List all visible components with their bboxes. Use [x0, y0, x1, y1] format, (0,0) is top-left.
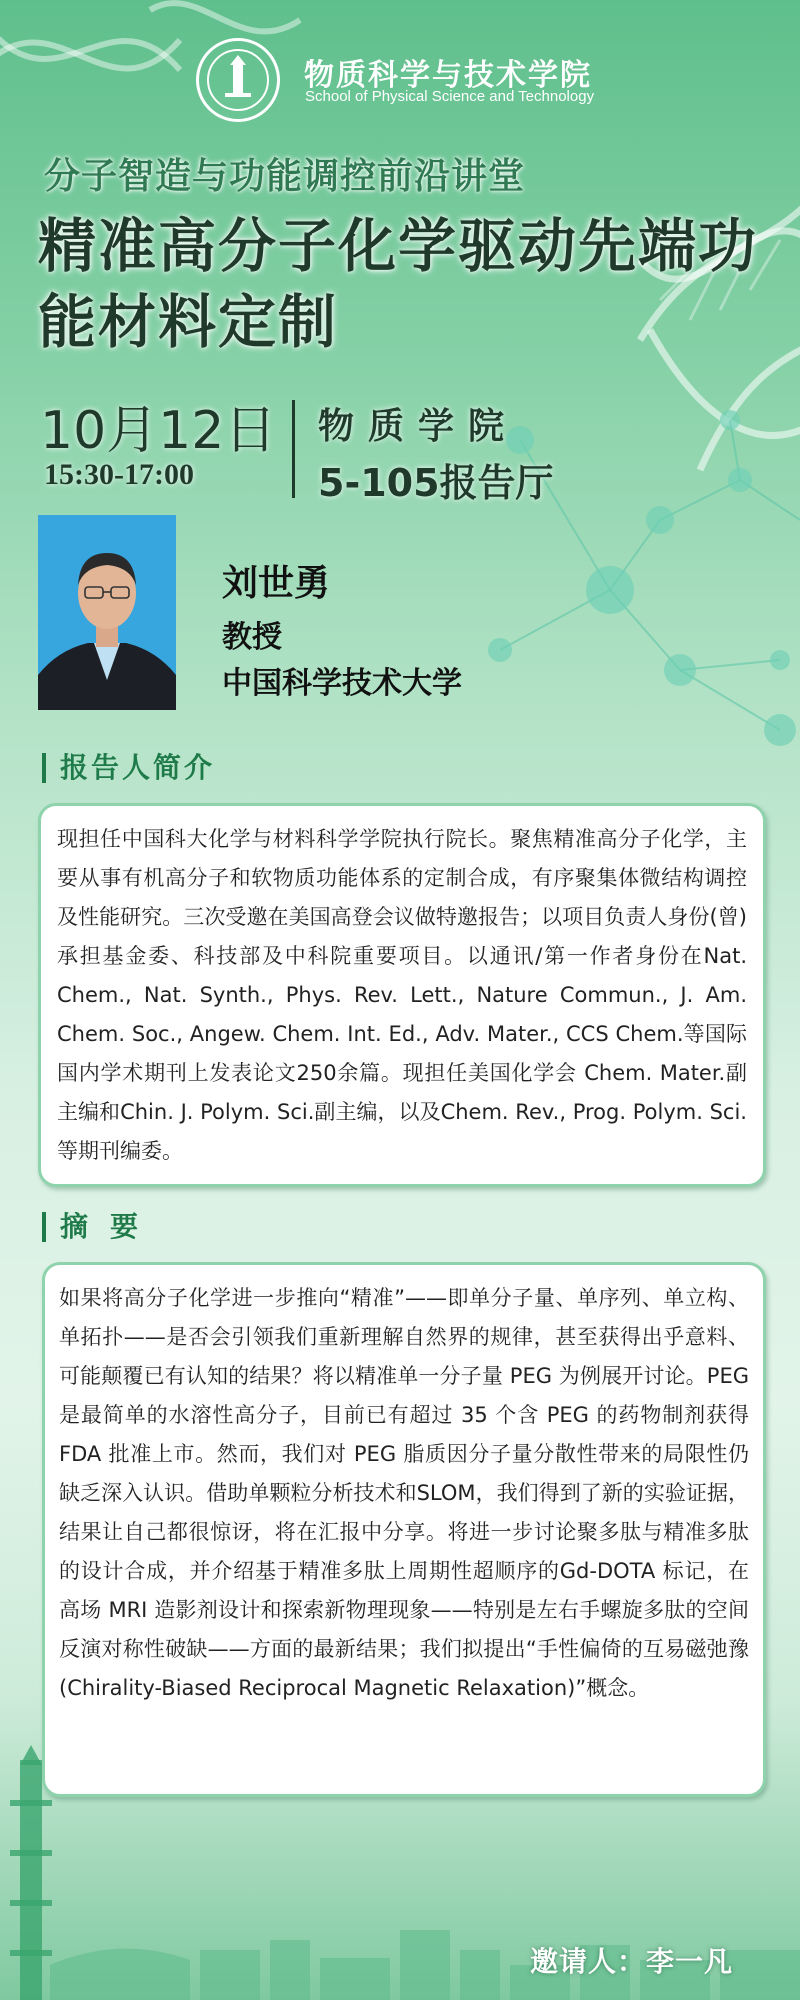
event-date: 10月12日 — [40, 401, 277, 461]
inviter: 邀请人：李一凡 — [530, 1945, 734, 1978]
abstract-heading: 摘要 — [42, 1212, 160, 1242]
bio-text: 现担任中国科大化学与材料科学学院执行院长。聚焦精准高分子化学，主要从事有机高分子和软物质功能体系的定制合成，有序聚集体微结构调控及性能研究。三次受邀在美国高登会议做特邀报告；以项目负责人身份(曾)承担基金委、科技部及中科院重要项目。以通讯/第一作者身份在Nat. Chem., Nat. Synth., Phys. Rev. Lett., Nature Commun., J. Am. Chem. Soc., Angew. Chem. Int. Ed., Adv. Mater., CCS Chem.等国际国内学术期刊上发表论文250余篇。现担任美国化学会 Chem. Mater.副主编和Chin. J. Polym. Sci.副主编，以及Chem. Rev., Prog. Polym. Sci.等期刊编委。 — [57, 827, 747, 1163]
lecture-series-title: 分子智造与功能调控前沿讲堂 — [44, 156, 526, 197]
bio-card — [38, 803, 766, 1187]
university-seal-icon — [196, 38, 280, 122]
event-time: 15:30-17:00 — [44, 458, 194, 491]
speaker-organization: 中国科学技术大学 — [222, 666, 462, 701]
speaker-portrait-icon — [38, 515, 176, 710]
school-name-en: School of Physical Science and Technology — [305, 88, 595, 105]
talk-title: 精准高分子化学驱动先端功能材料定制 — [38, 212, 759, 356]
abstract-text: 如果将高分子化学进一步推向“精准”——即单分子量、单序列、单立构、单拓扑——是否会引领我们重新理解自然界的规律，甚至获得出乎意料、可能颠覆已有认知的结果？将以精准单一分子量 PEG 为例展开讨论。PEG 是最简单的水溶性高分子，目前已有超过 35 个含 PEG 的药物制剂获得 FDA 批准上市。然而，我们对 PEG 脂质因分子量分散性带来的局限性仍缺乏深入认识。借助单颗粒分析技术和SLOM，我们得到了新的实验证据，结果让自己都很惊讶，将在汇报中分享。将进一步讨论聚多肽与精准多肽的设计合成，并介绍基于精准多肽上周期性超顺序的Gd-DOTA 标记，在高场 MRI 造影剂设计和探索新物理现象——特别是左右手螺旋多肽的空间反演对称性破缺——方面的最新结果；我们拟提出“手性偏倚的互易磁弛豫 (Chirality-Biased Reciprocal Magnetic Relaxation)”概念。 — [59, 1286, 749, 1700]
venue-building: 物质学院 — [318, 406, 519, 447]
school-name-cn: 物质科学与技术学院 — [304, 58, 592, 93]
bio-heading: 报告人简介 — [42, 753, 215, 783]
venue-room: 5-105报告厅 — [318, 461, 554, 505]
speaker-name: 刘世勇 — [222, 562, 331, 604]
abstract-card — [42, 1262, 766, 1797]
speaker-title: 教授 — [222, 620, 282, 655]
info-divider — [292, 400, 295, 498]
